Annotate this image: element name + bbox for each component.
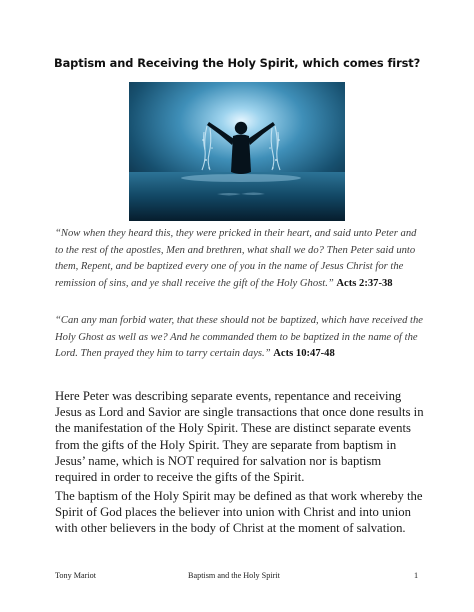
body-paragraph: The baptism of the Holy Spirit may be defined as that work whereby the Spirit of God places the believer into union with Christ and into union with other believers in the body of Christ at the moment of salvation. (55, 489, 423, 536)
quote-text: “Can any man forbid water, that these should not be baptized, which have received the Holy Ghost as well as we? And he commanded them to be baptized in the name of the Lord. Then prayed they him to tarry certain days.” (55, 315, 423, 360)
page-title: Baptism and Receiving the Holy Spirit, which comes first? (54, 56, 421, 70)
footer-title: Baptism and the Holy Spirit (188, 571, 280, 580)
footer-author: Tony Mariot (55, 571, 97, 580)
baptism-photo (129, 82, 345, 221)
page-number: 1 (414, 571, 419, 580)
scripture-quote-acts-10 (55, 313, 423, 363)
scripture-reference: Acts 10:47-48 (273, 348, 335, 360)
scripture-reference: Acts 2:37-38 (336, 277, 393, 289)
scripture-quote-acts-2 (55, 226, 423, 292)
body-paragraph: Here Peter was describing separate events, repentance and receiving Jesus as Lord and Savior are single transactions that once done results in the manifestation of the Holy Spirit. These are distinct separate events from the gifts of the Holy Spirit. They are separate from baptism in Jesus’ name, which is NOT required for salvation nor is baptism required in order to receive the gifts of the Spirit. (55, 389, 424, 485)
quote-text: “Now when they heard this, they were pricked in their heart, and said unto Peter and to the rest of the apostles, Men and brethren, what shall we do? Then Peter said unto them, Repent, and be baptized every one of you in the name of Jesus Christ for the remission of sins, and ye shall receive the gift of the Holy Ghost.” (55, 228, 417, 289)
